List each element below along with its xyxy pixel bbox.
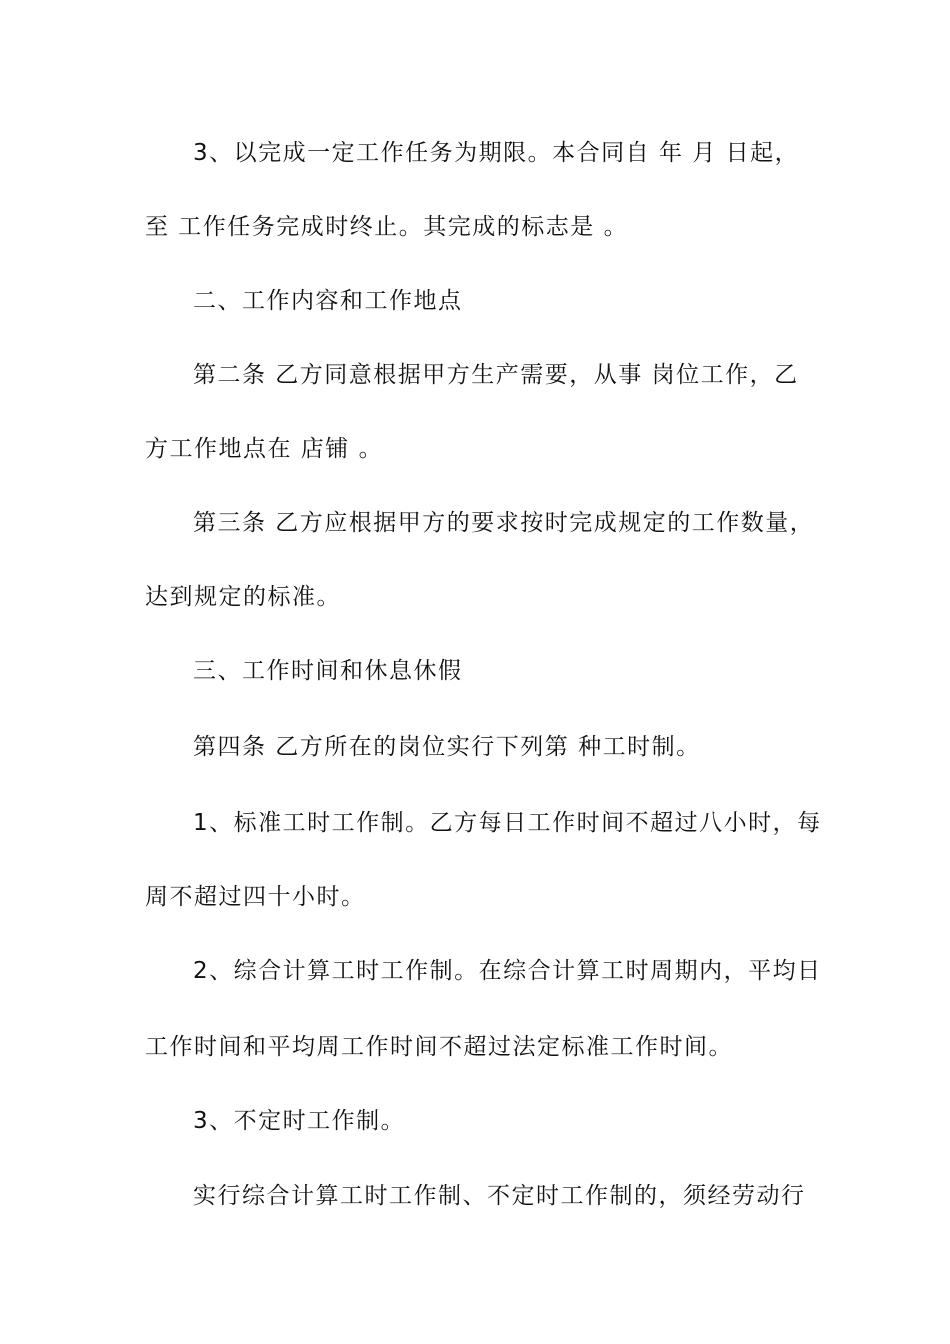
paragraph-line: 达到规定的标准。: [145, 584, 341, 610]
paragraph-line: 2、综合计算工时工作制。在综合计算工时周期内，平均日: [193, 958, 822, 984]
paragraph-line: 第三条 乙方应根据甲方的要求按时完成规定的工作数量，: [193, 510, 815, 536]
paragraph-line: 方工作地点在 店铺 。: [145, 436, 384, 462]
paragraph-line: 周不超过四十小时。: [145, 884, 366, 910]
paragraph-line: 工作时间和平均周工作时间不超过法定标准工作时间。: [145, 1034, 733, 1060]
paragraph-line: 第四条 乙方所在的岗位实行下列第 种工时制。: [193, 734, 701, 760]
paragraph-line: 1、标准工时工作制。乙方每日工作时间不超过八小时，每: [193, 810, 822, 836]
paragraph-line: 至 工作任务完成时终止。其完成的标志是 。: [145, 214, 629, 240]
paragraph-line: 第二条 乙方同意根据甲方生产需要，从事 岗位工作，乙: [193, 362, 799, 388]
paragraph-line: 3、不定时工作制。: [193, 1108, 406, 1134]
paragraph-line: 3、以完成一定工作任务为期限。本合同自 年 月 日起，: [193, 140, 800, 166]
paragraph-line: 实行综合计算工时工作制、不定时工作制的，须经劳动行: [193, 1183, 806, 1209]
section-heading: 三、工作时间和休息休假: [193, 658, 463, 684]
section-heading: 二、工作内容和工作地点: [193, 288, 463, 314]
